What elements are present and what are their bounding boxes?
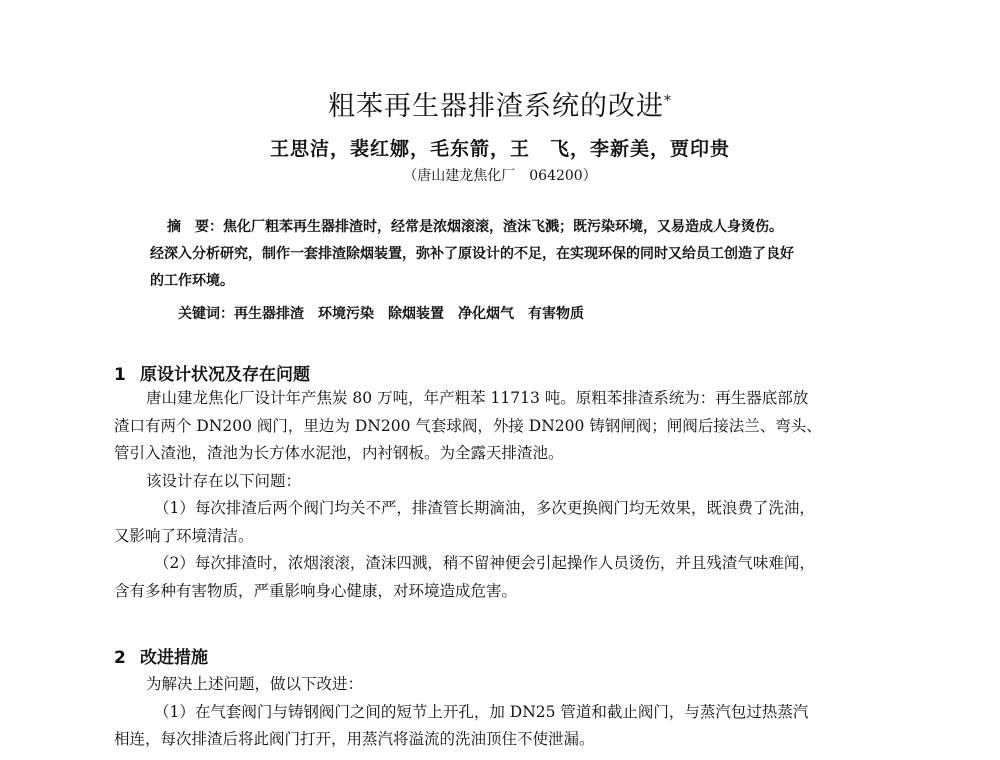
s1-p3-line-2: 又影响了环境清洁。	[114, 526, 254, 545]
s2-p2-line-2: 相连，每次排渣后将此阀门打开，用蒸汽将溢流的洗油顶住不使泄漏。	[114, 730, 595, 748]
keyword-term: 有害物质	[528, 306, 584, 322]
s1-p1-line-2: 渣口有两个 DN200 阀门，里边为 DN200 气套球阀，外接 DN200 铸钢闸阀；闸阀后接法兰、弯头、	[114, 416, 822, 435]
keywords-label: 关键词：	[178, 306, 234, 322]
s2-p1: 为解决上述问题，做以下改进：	[146, 675, 364, 693]
s1-p4-line-1: （2）每次排渣时，浓烟滚滚，渣沫四溅，稍不留神便会引起操作人员烫伤，并且残渣气味难闻，	[154, 554, 815, 572]
abstract-text-2: 经深入分析研究，制作一套排渣除烟装置，弥补了原设计的不足，在实现环保的同时又给员工创造了良好	[150, 246, 794, 262]
keyword-term: 净化烟气	[458, 306, 514, 322]
section-2-heading	[114, 643, 208, 668]
s1-p1-line-1: 唐山建龙焦化厂设计年产焦炭 80 万吨，年产粗苯 11713 吨。原粗苯排渣系统为：再生器底部放	[146, 389, 809, 407]
abstract	[150, 214, 862, 295]
keyword-term: 环境污染	[318, 306, 374, 322]
s1-p3-line-1: （1）每次排渣后两个阀门均关不严，排渣管长期滴油，多次更换阀门均无效果，既浪费了洗油，	[154, 499, 815, 517]
section-1-body	[114, 385, 888, 605]
abstract-text-1: 焦化厂粗苯再生器排渣时，经常是浓烟滚滚，渣沫飞溅；既污染环境，又易造成人身烫伤。	[223, 219, 783, 235]
title-text: 粗苯再生器排渣系统的改进	[328, 91, 664, 122]
section-1-heading	[114, 360, 310, 385]
s1-p1-line-3: 管引入渣池，渣池为长方体水泥池，内衬钢板。为全露天排渣池。	[114, 444, 564, 462]
section-2-title: 改进措施	[140, 648, 208, 668]
abstract-label: 摘 要：	[167, 219, 223, 235]
s2-p2-line-1: （1）在气套阀门与铸钢阀门之间的短节上开孔，加 DN25 管道和截止阀门，与蒸汽包过热蒸汽	[154, 702, 809, 721]
keyword-term: 再生器排渣	[234, 306, 304, 322]
s1-p4-line-2: 含有多种有害物质，严重影响身心健康，对环境造成危害。	[114, 581, 518, 600]
keywords	[178, 303, 598, 323]
author-list: 王思洁，裴红娜，毛东箭，王 飞，李新美，贾印贵	[269, 138, 730, 160]
title-footnote-mark: *	[664, 93, 672, 109]
paper-title	[0, 84, 1000, 123]
affiliation: （唐山建龙焦化厂 064200）	[403, 168, 597, 184]
keyword-term: 除烟装置	[388, 306, 444, 322]
section-1-title: 原设计状况及存在问题	[140, 365, 310, 385]
section-2-number: 2	[114, 648, 126, 668]
abstract-text-3: 的工作环境。	[150, 273, 234, 289]
section-1-number: 1	[114, 365, 126, 385]
s1-p2: 该设计存在以下问题：	[146, 471, 302, 490]
section-2-body	[114, 671, 888, 754]
